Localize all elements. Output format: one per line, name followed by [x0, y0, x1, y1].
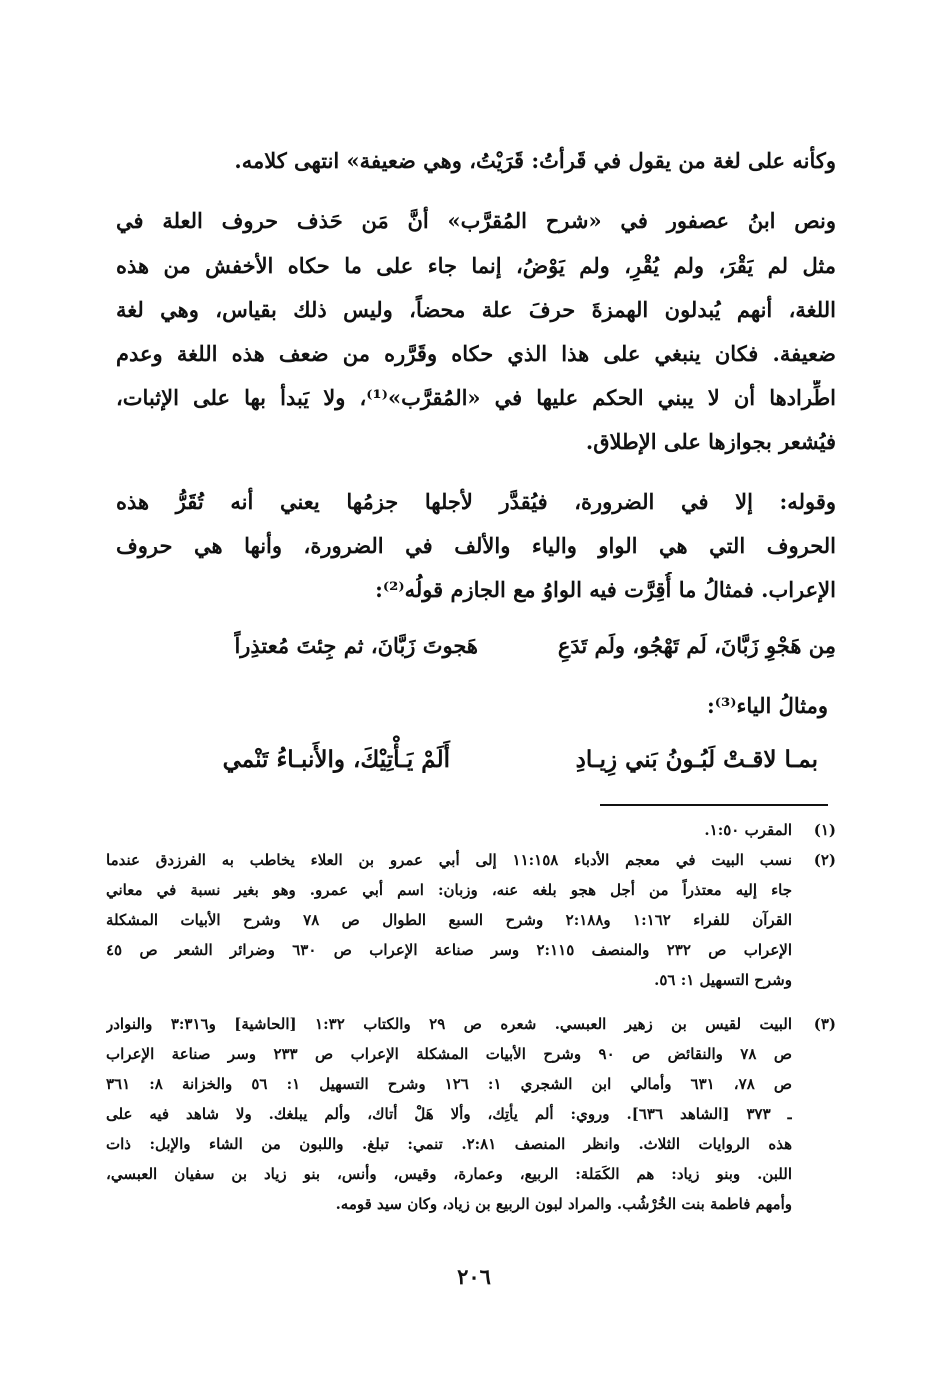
footnote-line [106, 1161, 836, 1187]
footnote-line [106, 1041, 836, 1067]
footnote-line [106, 1131, 836, 1157]
body-line: مثل لم يَقْرَ، ولم يُقْرِ، ولم يَوْضُ، إنما جاء على ما حكاه الأخفش من هذه [116, 253, 836, 278]
footnote-line [106, 937, 836, 963]
body-line: ونص ابنُ عصفور في «شرح المُقرَّب» أنَّ مَن حَذف حروف العلة في [116, 208, 836, 233]
body-line: اطِّرادها أن لا يبني الحكم عليها في «المُقرَّب»⁽¹⁾، ولا يَبدأ بها على الإثبات، [116, 385, 836, 410]
footnote-text: القرآن للفراء ١:١٦٢ و٢:١٨٨ وشرح السبع الطوال ص ٧٨ وشرح الأبيات المشكلة [106, 911, 792, 929]
footnote-number: (١) [813, 821, 836, 839]
body-line: وقوله: إلا في الضرورة، فيُقدَّر لأجلها جزمُها يعني أنه تُقَرُّ هذه [116, 489, 836, 514]
body-line: ومثالُ الياء⁽³⁾: [706, 693, 828, 718]
footnote-text: ـ ٣٧٣ [الشاهد ٦٣٦]. وروي: ألم يأتِك، وألا هَلْ أتاك، وألم يبلغك. ولا شاهد فيه على [106, 1105, 792, 1123]
footnote-text: وأمهم فاطمة بنت الخُرْشُب. والمراد لبون الربيع بن زياد، وكان سيد قومه. [335, 1195, 792, 1213]
page-number: ٢٠٦ [457, 1264, 491, 1289]
verse-hemistich-second: بمـا لاقـتْ لَبُـونُ بَني زِيـادِ [575, 746, 818, 773]
footnote-line [106, 817, 836, 843]
footnote-line [106, 1101, 836, 1127]
footnote-text: اللبن. وبنو زياد: هم الكَمَلة: الربيع، وعمارة، وقيس، وأنس، بنو زياد بن سفيان العبسي، [106, 1165, 792, 1183]
footnote-line [106, 1191, 836, 1217]
footnote-text: المقرب ١:٥٠. [704, 821, 792, 839]
verse-hemistich-first: هَجوتَ زَبَّانَ، ثم جِئتَ مُعتذِراً [234, 633, 478, 658]
footnote-line [106, 847, 836, 873]
footnote-text: وشرح التسهيل ١: ٥٦. [654, 971, 792, 989]
body-line: الحروف التي هي الواو والياء والألف في الضرورة، وأنها هي حروف [116, 533, 836, 558]
footnote-text: ص ٧٨ والنقائض ص ٩٠ وشرح الأبيات المشكلة الإعراب ص ٢٣٣ وسر صناعة الإعراب [106, 1045, 792, 1063]
footnote-text: الإعراب ص ٢٣٢ والمنصف ٢:١١٥ وسر صناعة الإعراب ص ٦٣٠ وضرائر الشعر ص ٤٥ [106, 941, 792, 959]
body-line: فيُشعر بجوازها على الإطلاق. [585, 429, 836, 454]
footnote-line [106, 1071, 836, 1097]
body-line: اللغة، أنهم يُبدلون الهمزةَ حرفَ علة محضاً، وليس ذلك بقياس، وهي لغة [116, 297, 836, 322]
verse-hemistich-second: مِن هَجْوِ زَبَّانَ، لَم تَهْجُو، ولَم تَدَعِ [557, 633, 836, 658]
footnote-number: (٢) [813, 851, 836, 869]
footnote-text: جاء إليه معتذراً من أجل هجو بلغه عنه، وزبان: اسم أبي عمرو. وهو بغير نسبة في معاني [106, 881, 792, 899]
footnote-text: نسب البيت في معجم الأدباء ١١:١٥٨ إلى أبي عمرو بن العلاء يخاطب به الفرزدق عندما [106, 851, 792, 869]
footnote-text: ص ٧٨، ٦٣١ وأمالي ابن الشجري ١: ١٢٦ وشرح التسهيل ١: ٥٦ والخزانة ٨: ٣٦١ [106, 1075, 792, 1093]
verse-hemistich-first: أَلَمْ يَـأْتِيْكَ، والأَنبـاءُ تَنْمي [222, 746, 450, 773]
footnote-line [106, 967, 836, 993]
footnote-text: هذه الروايات الثلاث. وانظر المنصف ٢:٨١. تنمي: تبلغ. واللبون من الشاء والإبل: ذات [106, 1135, 792, 1153]
footnote-line [106, 1011, 836, 1037]
body-line: وكأنه على لغة من يقول في قَرأتُ: قَرَيْتُ، وهي ضعيفة» انتهى كلامه. [234, 148, 836, 173]
body-line: الإعراب. فمثالُ ما أُقِرَّت فيه الواوُ مع الجازم قولُه⁽²⁾: [375, 577, 836, 602]
footnote-separator [600, 804, 828, 806]
footnote-line [106, 877, 836, 903]
footnote-number: (٣) [813, 1015, 836, 1033]
footnote-line [106, 907, 836, 933]
body-line: ضعيفة. فكان ينبغي على هذا الذي حكاه وقَرَّره من ضعف هذه اللغة وعدم [116, 341, 836, 366]
footnote-text: البيت لقيس بن زهير العبسي. شعره ص ٢٩ والكتاب ١:٣٢ [الحاشية] و٣:٣١٦ والنوادر [106, 1015, 792, 1033]
